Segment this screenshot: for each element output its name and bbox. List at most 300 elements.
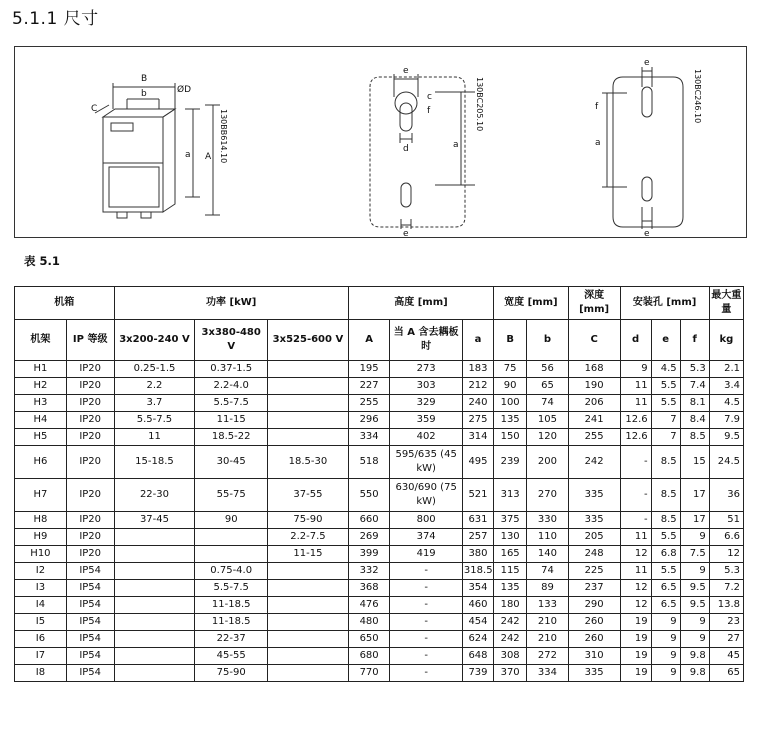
- cell-A: 660: [348, 512, 389, 529]
- cell-f: 17: [680, 512, 709, 529]
- cell-A-plate: -: [390, 563, 463, 580]
- label-B: B: [141, 74, 148, 84]
- cell-p3: [267, 378, 348, 395]
- table-row: [15, 361, 744, 378]
- cell-a: 354: [462, 580, 493, 597]
- cell-d: -: [620, 479, 651, 512]
- cell-A: 368: [348, 580, 389, 597]
- header-power: 功率 [kW]: [114, 287, 348, 320]
- cell-ip: IP54: [66, 563, 114, 580]
- cell-p3: [267, 614, 348, 631]
- cell-d: 19: [620, 614, 651, 631]
- cell-frame: I4: [15, 597, 67, 614]
- cell-p2: 55-75: [195, 479, 268, 512]
- cell-A-plate: 359: [390, 412, 463, 429]
- cell-p1: 3.7: [114, 395, 195, 412]
- cell-A: 770: [348, 665, 389, 682]
- dimensions-table: [14, 286, 744, 682]
- label-c: c: [427, 92, 432, 102]
- cell-B: 150: [494, 429, 527, 446]
- cell-frame: H3: [15, 395, 67, 412]
- cell-d: 12.6: [620, 412, 651, 429]
- cell-A: 269: [348, 529, 389, 546]
- cell-p3: [267, 395, 348, 412]
- section-heading: 5.1.1 尺寸: [12, 9, 99, 29]
- cell-e: 5.5: [651, 395, 680, 412]
- cell-f: 8.1: [680, 395, 709, 412]
- cell-p1: 11: [114, 429, 195, 446]
- cell-ip: IP54: [66, 665, 114, 682]
- cell-A: 476: [348, 597, 389, 614]
- drawing-code-1: 130BB614.10: [219, 109, 228, 164]
- cell-C: 241: [568, 412, 620, 429]
- cell-e: 4.5: [651, 361, 680, 378]
- subheader-B: B: [494, 320, 527, 361]
- cell-C: 225: [568, 563, 620, 580]
- cell-p1: [114, 614, 195, 631]
- cell-b: 140: [527, 546, 568, 563]
- cell-kg: 12: [709, 546, 743, 563]
- cell-b: 74: [527, 395, 568, 412]
- drawing-code-3: 130BC246.10: [693, 69, 702, 124]
- cell-e: 6.5: [651, 580, 680, 597]
- mount-slot-drawing: [602, 67, 683, 229]
- cell-b: 120: [527, 429, 568, 446]
- cell-p3: 75-90: [267, 512, 348, 529]
- cell-e: 8.5: [651, 512, 680, 529]
- cell-frame: H1: [15, 361, 67, 378]
- cell-p1: 5.5-7.5: [114, 412, 195, 429]
- cell-ip: IP20: [66, 479, 114, 512]
- label-a-1: a: [185, 150, 191, 160]
- table-row: [15, 512, 744, 529]
- dimension-drawings: [15, 47, 746, 237]
- cell-f: 8.4: [680, 412, 709, 429]
- cell-B: 165: [494, 546, 527, 563]
- subheader-frame: 机架: [15, 320, 67, 361]
- cell-A: 334: [348, 429, 389, 446]
- cell-p2: 5.5-7.5: [195, 580, 268, 597]
- cell-B: 242: [494, 631, 527, 648]
- cell-ip: IP20: [66, 395, 114, 412]
- cell-A-plate: -: [390, 580, 463, 597]
- table-row: [15, 412, 744, 429]
- cell-e: 7: [651, 429, 680, 446]
- label-f: f: [427, 106, 431, 116]
- cell-p2: 0.37-1.5: [195, 361, 268, 378]
- cell-d: 19: [620, 631, 651, 648]
- cell-a: 460: [462, 597, 493, 614]
- subheader-C: C: [568, 320, 620, 361]
- cell-C: 190: [568, 378, 620, 395]
- cell-b: 105: [527, 412, 568, 429]
- cell-d: -: [620, 446, 651, 479]
- label-f-3: f: [595, 102, 599, 112]
- label-e-top-3: e: [644, 58, 650, 68]
- cell-kg: 45: [709, 648, 743, 665]
- cell-frame: I8: [15, 665, 67, 682]
- cell-A-plate: -: [390, 614, 463, 631]
- table-row: [15, 378, 744, 395]
- cell-a: 275: [462, 412, 493, 429]
- cell-kg: 5.3: [709, 563, 743, 580]
- cell-p2: [195, 529, 268, 546]
- cell-C: 260: [568, 631, 620, 648]
- cell-p3: [267, 631, 348, 648]
- cell-f: 9: [680, 529, 709, 546]
- cell-kg: 3.4: [709, 378, 743, 395]
- cell-d: 11: [620, 529, 651, 546]
- cell-a: 624: [462, 631, 493, 648]
- subheader-A-plate: 当 A 含去耦板时: [390, 320, 463, 361]
- label-d: d: [403, 144, 409, 154]
- subheader-b: b: [527, 320, 568, 361]
- cell-p3: [267, 580, 348, 597]
- table-row: [15, 631, 744, 648]
- cell-p3: [267, 361, 348, 378]
- drawing-code-2: 130BC205.10: [475, 77, 484, 132]
- cell-A-plate: 273: [390, 361, 463, 378]
- header-width: 宽度 [mm]: [494, 287, 569, 320]
- cell-frame: H8: [15, 512, 67, 529]
- cell-a: 240: [462, 395, 493, 412]
- cell-B: 239: [494, 446, 527, 479]
- cell-e: 9: [651, 631, 680, 648]
- cell-e: 8.5: [651, 446, 680, 479]
- cell-p1: [114, 597, 195, 614]
- cell-A-plate: -: [390, 648, 463, 665]
- cell-p2: 30-45: [195, 446, 268, 479]
- cell-p1: [114, 665, 195, 682]
- cell-p2: 5.5-7.5: [195, 395, 268, 412]
- cell-p3: [267, 429, 348, 446]
- cell-A: 550: [348, 479, 389, 512]
- subheader-ip: IP 等级: [66, 320, 114, 361]
- cell-B: 100: [494, 395, 527, 412]
- cell-B: 370: [494, 665, 527, 682]
- cell-A-plate: 374: [390, 529, 463, 546]
- cell-f: 9.8: [680, 665, 709, 682]
- cell-kg: 36: [709, 479, 743, 512]
- cell-p3: [267, 563, 348, 580]
- cell-p2: 90: [195, 512, 268, 529]
- cell-e: 7: [651, 412, 680, 429]
- cell-f: 15: [680, 446, 709, 479]
- cell-A-plate: 630/690 (75 kW): [390, 479, 463, 512]
- cell-ip: IP54: [66, 597, 114, 614]
- cell-b: 133: [527, 597, 568, 614]
- cell-a: 257: [462, 529, 493, 546]
- subheader-a: a: [462, 320, 493, 361]
- cell-p2: 75-90: [195, 665, 268, 682]
- label-e-bottom: e: [403, 229, 409, 237]
- cell-A: 296: [348, 412, 389, 429]
- cell-f: 5.3: [680, 361, 709, 378]
- cell-frame: I7: [15, 648, 67, 665]
- cell-p2: 45-55: [195, 648, 268, 665]
- table-row: [15, 429, 744, 446]
- label-e-top: e: [403, 66, 409, 76]
- cell-b: 65: [527, 378, 568, 395]
- cell-f: 9: [680, 614, 709, 631]
- cell-p2: 11-15: [195, 412, 268, 429]
- cell-frame: I2: [15, 563, 67, 580]
- header-depth: 深度 [mm]: [568, 287, 620, 320]
- cell-p1: 37-45: [114, 512, 195, 529]
- cell-A: 255: [348, 395, 389, 412]
- cell-ip: IP54: [66, 648, 114, 665]
- cell-d: 11: [620, 378, 651, 395]
- cell-kg: 51: [709, 512, 743, 529]
- cell-p1: [114, 580, 195, 597]
- cell-d: 12: [620, 580, 651, 597]
- cell-p2: 11-18.5: [195, 597, 268, 614]
- cell-a: 495: [462, 446, 493, 479]
- cell-d: -: [620, 512, 651, 529]
- cell-kg: 7.9: [709, 412, 743, 429]
- cell-a: 521: [462, 479, 493, 512]
- cell-p1: [114, 631, 195, 648]
- table-row: [15, 529, 744, 546]
- cell-C: 255: [568, 429, 620, 446]
- cell-B: 308: [494, 648, 527, 665]
- label-C: C: [91, 104, 98, 114]
- cell-A: 332: [348, 563, 389, 580]
- cell-B: 115: [494, 563, 527, 580]
- cell-f: 9.5: [680, 580, 709, 597]
- cell-b: 210: [527, 614, 568, 631]
- cell-a: 212: [462, 378, 493, 395]
- cell-C: 206: [568, 395, 620, 412]
- table-row: [15, 648, 744, 665]
- table-body: [15, 361, 744, 682]
- table-row: [15, 614, 744, 631]
- cell-p2: 0.75-4.0: [195, 563, 268, 580]
- cell-frame: I6: [15, 631, 67, 648]
- subheader-e: e: [651, 320, 680, 361]
- cell-C: 205: [568, 529, 620, 546]
- header-weight: 最大重量: [709, 287, 743, 320]
- cell-kg: 4.5: [709, 395, 743, 412]
- cell-p2: 2.2-4.0: [195, 378, 268, 395]
- cell-C: 237: [568, 580, 620, 597]
- subheader-p2: 3x380-480 V: [195, 320, 268, 361]
- table-row: [15, 546, 744, 563]
- subheader-A: A: [348, 320, 389, 361]
- cell-kg: 65: [709, 665, 743, 682]
- cell-ip: IP20: [66, 529, 114, 546]
- subheader-f: f: [680, 320, 709, 361]
- table-row: [15, 665, 744, 682]
- cell-b: 200: [527, 446, 568, 479]
- cell-ip: IP20: [66, 512, 114, 529]
- table-row: [15, 563, 744, 580]
- table-row: [15, 597, 744, 614]
- cell-ip: IP20: [66, 429, 114, 446]
- cell-d: 12: [620, 597, 651, 614]
- cell-A: 480: [348, 614, 389, 631]
- cell-p2: 22-37: [195, 631, 268, 648]
- cell-frame: H10: [15, 546, 67, 563]
- cell-A-plate: -: [390, 631, 463, 648]
- cell-a: 318.5: [462, 563, 493, 580]
- dimension-figure: [14, 46, 747, 238]
- cell-A: 518: [348, 446, 389, 479]
- table-row: [15, 446, 744, 479]
- cell-B: 375: [494, 512, 527, 529]
- cell-C: 260: [568, 614, 620, 631]
- cell-frame: H7: [15, 479, 67, 512]
- cell-p1: [114, 529, 195, 546]
- table-caption: 表 5.1: [24, 254, 60, 268]
- cell-e: 6.8: [651, 546, 680, 563]
- cell-A: 399: [348, 546, 389, 563]
- cell-f: 17: [680, 479, 709, 512]
- label-b: b: [141, 89, 147, 99]
- cell-A-plate: 419: [390, 546, 463, 563]
- cell-p2: [195, 546, 268, 563]
- subheader-kg: kg: [709, 320, 743, 361]
- cell-e: 9: [651, 614, 680, 631]
- cell-B: 130: [494, 529, 527, 546]
- cell-e: 5.5: [651, 563, 680, 580]
- cell-ip: IP20: [66, 361, 114, 378]
- cell-ip: IP20: [66, 446, 114, 479]
- cell-f: 9.5: [680, 597, 709, 614]
- table-row: [15, 479, 744, 512]
- cell-e: 8.5: [651, 479, 680, 512]
- cell-C: 310: [568, 648, 620, 665]
- subheader-p1: 3x200-240 V: [114, 320, 195, 361]
- cell-kg: 27: [709, 631, 743, 648]
- cell-b: 330: [527, 512, 568, 529]
- drive-drawing: [95, 83, 220, 218]
- cell-d: 19: [620, 648, 651, 665]
- cell-f: 9.8: [680, 648, 709, 665]
- cell-ip: IP54: [66, 614, 114, 631]
- cell-A-plate: -: [390, 597, 463, 614]
- cell-a: 454: [462, 614, 493, 631]
- cell-A-plate: 402: [390, 429, 463, 446]
- cell-a: 183: [462, 361, 493, 378]
- cell-f: 9: [680, 563, 709, 580]
- cell-f: 7.5: [680, 546, 709, 563]
- cell-ip: IP54: [66, 580, 114, 597]
- cell-kg: 24.5: [709, 446, 743, 479]
- cell-A-plate: 595/635 (45 kW): [390, 446, 463, 479]
- cell-frame: H5: [15, 429, 67, 446]
- cell-p3: [267, 648, 348, 665]
- cell-A: 680: [348, 648, 389, 665]
- cell-p1: 0.25-1.5: [114, 361, 195, 378]
- cell-A: 195: [348, 361, 389, 378]
- cell-kg: 13.8: [709, 597, 743, 614]
- cell-p3: 37-55: [267, 479, 348, 512]
- header-mount: 安装孔 [mm]: [620, 287, 709, 320]
- cell-d: 11: [620, 395, 651, 412]
- cell-C: 335: [568, 479, 620, 512]
- cell-ip: IP54: [66, 631, 114, 648]
- cell-p3: 2.2-7.5: [267, 529, 348, 546]
- cell-ip: IP20: [66, 412, 114, 429]
- cell-b: 56: [527, 361, 568, 378]
- label-a-2: a: [453, 140, 459, 150]
- cell-b: 89: [527, 580, 568, 597]
- cell-frame: I3: [15, 580, 67, 597]
- table-row: [15, 580, 744, 597]
- cell-p1: 2.2: [114, 378, 195, 395]
- cell-b: 74: [527, 563, 568, 580]
- cell-d: 11: [620, 563, 651, 580]
- cell-B: 313: [494, 479, 527, 512]
- cell-kg: 2.1: [709, 361, 743, 378]
- cell-ip: IP20: [66, 546, 114, 563]
- cell-e: 6.5: [651, 597, 680, 614]
- header-height: 高度 [mm]: [348, 287, 493, 320]
- cell-A-plate: 800: [390, 512, 463, 529]
- label-OD: ØD: [177, 85, 192, 95]
- cell-kg: 6.6: [709, 529, 743, 546]
- cell-kg: 23: [709, 614, 743, 631]
- header-frame: 机箱: [15, 287, 115, 320]
- cell-f: 8.5: [680, 429, 709, 446]
- cell-p2: 18.5-22: [195, 429, 268, 446]
- cell-p3: [267, 665, 348, 682]
- cell-ip: IP20: [66, 378, 114, 395]
- cell-p2: 11-18.5: [195, 614, 268, 631]
- cell-b: 272: [527, 648, 568, 665]
- cell-a: 380: [462, 546, 493, 563]
- cell-e: 9: [651, 648, 680, 665]
- cell-B: 75: [494, 361, 527, 378]
- cell-kg: 7.2: [709, 580, 743, 597]
- cell-p1: [114, 563, 195, 580]
- cell-e: 5.5: [651, 378, 680, 395]
- cell-a: 648: [462, 648, 493, 665]
- label-e-bottom-3: e: [644, 229, 650, 237]
- cell-p3: [267, 597, 348, 614]
- cell-p3: 18.5-30: [267, 446, 348, 479]
- cell-a: 739: [462, 665, 493, 682]
- mount-hole-drawing: [370, 74, 475, 229]
- table-row: [15, 395, 744, 412]
- cell-e: 9: [651, 665, 680, 682]
- cell-p1: [114, 648, 195, 665]
- cell-C: 248: [568, 546, 620, 563]
- cell-d: 9: [620, 361, 651, 378]
- label-a-3: a: [595, 138, 601, 148]
- cell-a: 314: [462, 429, 493, 446]
- cell-A: 650: [348, 631, 389, 648]
- cell-f: 7.4: [680, 378, 709, 395]
- cell-p3: [267, 412, 348, 429]
- subheader-d: d: [620, 320, 651, 361]
- cell-kg: 9.5: [709, 429, 743, 446]
- cell-B: 90: [494, 378, 527, 395]
- cell-a: 631: [462, 512, 493, 529]
- cell-A-plate: 303: [390, 378, 463, 395]
- cell-p1: [114, 546, 195, 563]
- cell-A: 227: [348, 378, 389, 395]
- cell-b: 210: [527, 631, 568, 648]
- cell-C: 335: [568, 512, 620, 529]
- cell-e: 5.5: [651, 529, 680, 546]
- cell-C: 290: [568, 597, 620, 614]
- cell-B: 180: [494, 597, 527, 614]
- cell-C: 168: [568, 361, 620, 378]
- cell-A-plate: 329: [390, 395, 463, 412]
- cell-frame: I5: [15, 614, 67, 631]
